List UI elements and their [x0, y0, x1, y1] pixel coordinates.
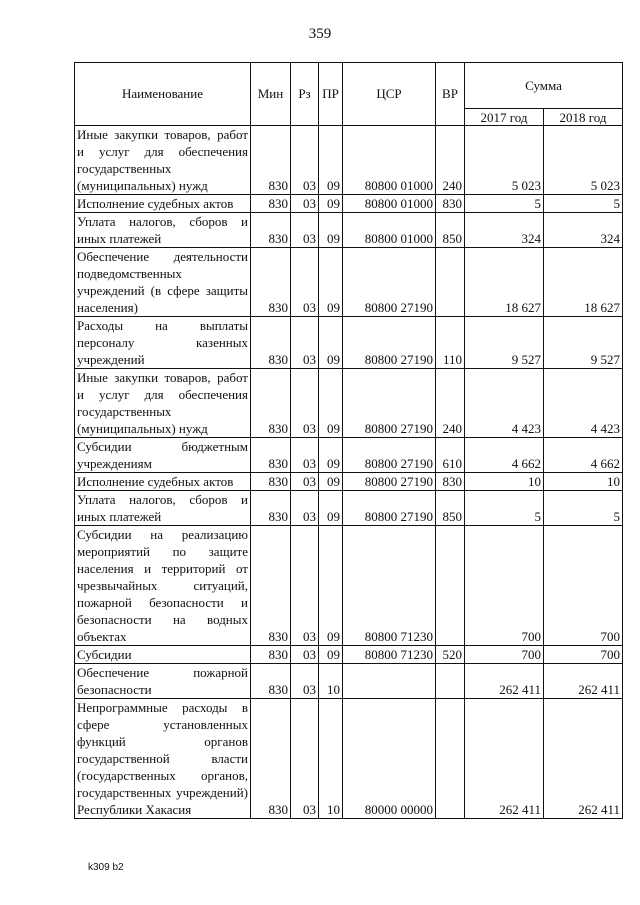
table-row	[75, 248, 623, 317]
cell-sum-2017: 10	[465, 473, 544, 491]
cell-rz: 03	[291, 438, 319, 473]
cell-pr: 09	[319, 526, 343, 646]
cell-csr: 80800 27190	[343, 473, 436, 491]
cell-min: 830	[251, 317, 291, 369]
cell-rz: 03	[291, 664, 319, 699]
cell-csr: 80800 71230	[343, 646, 436, 664]
cell-pr: 09	[319, 317, 343, 369]
cell-name: Субсидии	[75, 646, 251, 664]
cell-csr: 80800 27190	[343, 491, 436, 526]
table-row	[75, 213, 623, 248]
cell-pr: 09	[319, 126, 343, 195]
cell-min: 830	[251, 491, 291, 526]
cell-csr: 80800 27190	[343, 248, 436, 317]
cell-name: Иные закупки товаров, работ и услуг для обеспечения государственных (муниципальных) нужд	[75, 369, 251, 438]
table-row	[75, 646, 623, 664]
cell-csr: 80000 00000	[343, 699, 436, 819]
table-header	[75, 63, 623, 126]
cell-sum-2017: 262 411	[465, 699, 544, 819]
cell-sum-2017: 700	[465, 526, 544, 646]
cell-csr	[343, 664, 436, 699]
header-csr: ЦСР	[343, 63, 436, 126]
cell-min: 830	[251, 369, 291, 438]
cell-sum-2017: 9 527	[465, 317, 544, 369]
cell-vr: 850	[436, 491, 465, 526]
cell-sum-2018: 324	[544, 213, 623, 248]
cell-name: Иные закупки товаров, работ и услуг для обеспечения государственных (муниципальных) нужд	[75, 126, 251, 195]
cell-csr: 80800 01000	[343, 213, 436, 248]
cell-sum-2017: 262 411	[465, 664, 544, 699]
cell-sum-2017: 5	[465, 491, 544, 526]
cell-vr: 830	[436, 473, 465, 491]
cell-rz: 03	[291, 126, 319, 195]
footer-code: k309 b2	[88, 862, 124, 873]
cell-sum-2018: 5	[544, 491, 623, 526]
cell-min: 830	[251, 195, 291, 213]
cell-sum-2018: 700	[544, 646, 623, 664]
cell-min: 830	[251, 526, 291, 646]
cell-pr: 09	[319, 438, 343, 473]
cell-sum-2018: 262 411	[544, 699, 623, 819]
cell-vr	[436, 248, 465, 317]
cell-rz: 03	[291, 248, 319, 317]
cell-min: 830	[251, 438, 291, 473]
table-row	[75, 369, 623, 438]
cell-sum-2018: 10	[544, 473, 623, 491]
cell-sum-2018: 4 423	[544, 369, 623, 438]
cell-sum-2017: 5	[465, 195, 544, 213]
cell-sum-2017: 700	[465, 646, 544, 664]
cell-csr: 80800 71230	[343, 526, 436, 646]
header-min: Мин	[251, 63, 291, 126]
cell-name: Расходы на выплаты персоналу казенных учреждений	[75, 317, 251, 369]
cell-vr: 110	[436, 317, 465, 369]
cell-pr: 10	[319, 699, 343, 819]
header-vr: ВР	[436, 63, 465, 126]
cell-min: 830	[251, 699, 291, 819]
cell-sum-2018: 5	[544, 195, 623, 213]
cell-name: Обеспечение пожарной безопасности	[75, 664, 251, 699]
cell-rz: 03	[291, 646, 319, 664]
cell-pr: 10	[319, 664, 343, 699]
cell-min: 830	[251, 646, 291, 664]
cell-rz: 03	[291, 317, 319, 369]
cell-rz: 03	[291, 699, 319, 819]
cell-name: Субсидии бюджетным учреждениям	[75, 438, 251, 473]
cell-sum-2017: 4 662	[465, 438, 544, 473]
cell-sum-2018: 700	[544, 526, 623, 646]
cell-vr: 240	[436, 126, 465, 195]
cell-csr: 80800 27190	[343, 317, 436, 369]
cell-csr: 80800 01000	[343, 195, 436, 213]
header-rz: Рз	[291, 63, 319, 126]
cell-sum-2018: 9 527	[544, 317, 623, 369]
budget-table	[74, 62, 623, 819]
cell-pr: 09	[319, 195, 343, 213]
table-row	[75, 664, 623, 699]
table-body	[75, 126, 623, 819]
page-number: 359	[308, 26, 332, 42]
cell-sum-2017: 5 023	[465, 126, 544, 195]
cell-sum-2018: 4 662	[544, 438, 623, 473]
cell-min: 830	[251, 126, 291, 195]
table-row	[75, 317, 623, 369]
table-row	[75, 438, 623, 473]
cell-min: 830	[251, 664, 291, 699]
cell-rz: 03	[291, 473, 319, 491]
cell-vr: 610	[436, 438, 465, 473]
cell-sum-2017: 324	[465, 213, 544, 248]
cell-sum-2018: 5 023	[544, 126, 623, 195]
table-row	[75, 473, 623, 491]
cell-csr: 80800 27190	[343, 438, 436, 473]
header-year-2017: 2017 год	[465, 109, 544, 126]
table-row	[75, 126, 623, 195]
cell-name: Обеспечение деятельности подведомственных учреждений (в сфере защиты населения)	[75, 248, 251, 317]
header-pr: ПР	[319, 63, 343, 126]
cell-csr: 80800 27190	[343, 369, 436, 438]
cell-vr: 520	[436, 646, 465, 664]
cell-rz: 03	[291, 369, 319, 438]
cell-csr: 80800 01000	[343, 126, 436, 195]
cell-vr: 240	[436, 369, 465, 438]
cell-pr: 09	[319, 248, 343, 317]
cell-pr: 09	[319, 646, 343, 664]
cell-vr	[436, 664, 465, 699]
cell-name: Непрограммные расходы в сфере установленных функций органов государственной власти (государственных органов, государственных учреждений) Республики Хакасия	[75, 699, 251, 819]
table-row	[75, 491, 623, 526]
cell-rz: 03	[291, 213, 319, 248]
cell-min: 830	[251, 473, 291, 491]
cell-sum-2017: 18 627	[465, 248, 544, 317]
table-row	[75, 699, 623, 819]
cell-pr: 09	[319, 473, 343, 491]
cell-sum-2017: 4 423	[465, 369, 544, 438]
cell-name: Исполнение судебных актов	[75, 473, 251, 491]
cell-rz: 03	[291, 195, 319, 213]
cell-vr: 830	[436, 195, 465, 213]
cell-pr: 09	[319, 491, 343, 526]
cell-min: 830	[251, 248, 291, 317]
cell-rz: 03	[291, 491, 319, 526]
header-sum: Сумма	[465, 63, 623, 109]
cell-sum-2018: 18 627	[544, 248, 623, 317]
cell-pr: 09	[319, 369, 343, 438]
table-row	[75, 526, 623, 646]
cell-rz: 03	[291, 526, 319, 646]
cell-name: Исполнение судебных актов	[75, 195, 251, 213]
cell-pr: 09	[319, 213, 343, 248]
header-year-2018: 2018 год	[544, 109, 623, 126]
cell-sum-2018: 262 411	[544, 664, 623, 699]
cell-name: Уплата налогов, сборов и иных платежей	[75, 491, 251, 526]
cell-min: 830	[251, 213, 291, 248]
cell-vr	[436, 526, 465, 646]
cell-vr	[436, 699, 465, 819]
cell-name: Субсидии на реализацию мероприятий по защите населения и территорий от чрезвычайных ситуаций, пожарной безопасности и безопасности на водных объектах	[75, 526, 251, 646]
cell-vr: 850	[436, 213, 465, 248]
cell-name: Уплата налогов, сборов и иных платежей	[75, 213, 251, 248]
table-row	[75, 195, 623, 213]
header-name: Наименование	[75, 63, 251, 126]
